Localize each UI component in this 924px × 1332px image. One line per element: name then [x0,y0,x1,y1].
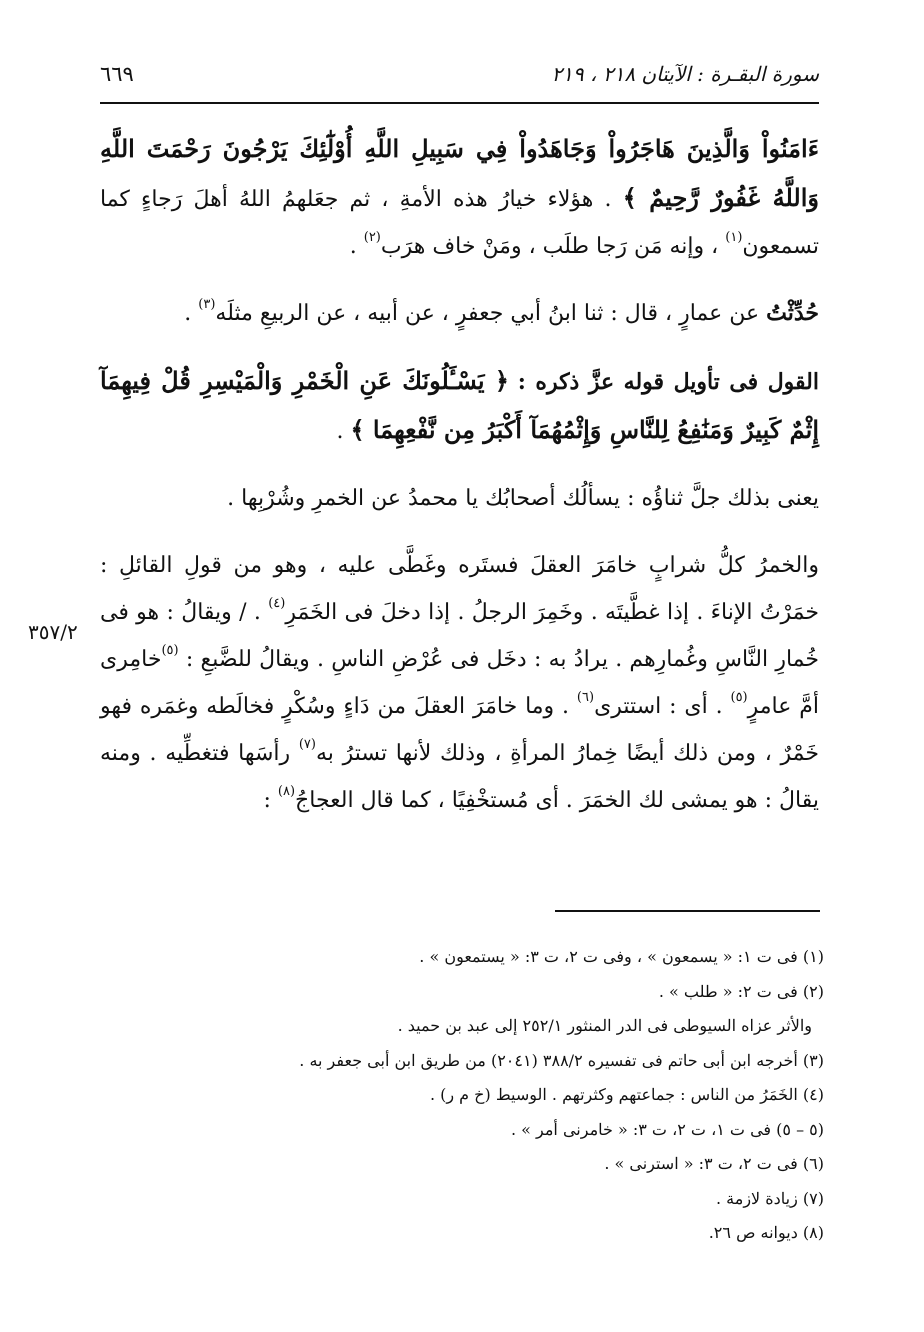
footnote: (٢) فى ت ٢: « طلب » . [658,981,824,1001]
footnote-marker: (٣) [198,297,216,312]
paragraph-text: . وما خامَرَ العقلَ من دَاءٍ وسُكْرٍ فخالَطه وغمَره فهو خَمْرٌ ، ومن ذلك أيضًا خِمارُ المرأةِ ، وذلك لأنها تسترُ به [100,694,819,766]
paragraph-5 [100,542,819,824]
header-rule [100,102,819,104]
main-text [100,125,819,824]
paragraph-text: . أى : استترى [594,694,723,719]
paragraph-text: عن عمارٍ ، قال : ثنا ابنُ أبي جعفرٍ ، عن أبيه ، عن الربيعِ مثلَه [215,301,760,326]
footnote-rule [555,910,820,912]
footnote-marker: (٦) [576,690,595,705]
running-header [100,60,819,96]
paragraph-text: والخمرُ كلُّ شرابٍ خامَرَ العقلَ فستَره وغَطَّى عليه ، وهو من قولِ القائلِ : خمَرْتُ الإناءَ . إذا غطَّيتَه . وخَمِرَ الرجلُ . إذا دخلَ فى الخَمَرِ [100,553,819,625]
footnote: (٨) ديوانه ص ٢٦. [708,1223,824,1242]
footnote-marker: (٥) [161,643,179,658]
paragraph-text: رأسَها فتغطِّيه . ومنه يقالُ : هو يمشى لك الخمَرَ . أى مُستخْفِيًا ، كما قال العجاجُ [100,741,819,813]
quran-verse: ءَامَنُواْ وَالَّذِينَ هَاجَرُواْ وَجَاهَدُواْ فِي سَبِيلِ اللَّهِ أُوْلَٰٓئِكَ يَرْجُونَ رَحْمَتَ اللَّهِ وَاللَّهُ غَفُورٌ رَّحِيمٌ ﴾ [100,134,819,212]
paragraph-end: . [349,234,357,259]
margin-reference: ٣٥٧/٢ [28,620,78,644]
paragraph-3 [100,357,819,455]
paragraph-text: خامِرى أمَّ عامرٍ [100,647,819,719]
footnotes [100,940,824,1251]
footnote-marker: (١) [725,230,743,245]
footnote: (٦) فى ت ٢، ت ٣: « استرنى » . [604,1154,824,1173]
footnote-marker: (٨) [277,784,296,799]
footnote-continuation: والأثر عزاه السيوطى فى الدر المنثور ٢٥٢/١ إلى عبد بن حميد . [397,1016,812,1035]
paragraph-text: يعنى بذلك جلَّ ثناؤُه : يسألُك أصحابُك يا محمدُ عن الخمرِ وشُرْبِها . [227,486,819,511]
paragraph-end: . [336,419,344,444]
footnote-marker: (٥) [730,690,748,705]
quran-verse: ﴿ يَسْـَٔلُونَكَ عَنِ الْخَمْرِ وَالْمَيْسِرِ قُلْ فِيهِمَآ إِثْمٌ كَبِيرٌ وَمَنَٰفِعُ لِلنَّاسِ وَإِثْمُهُمَآ أَكْبَرُ مِن نَّفْعِهِمَا ﴾ [100,366,819,444]
footnote: (١) فى ت ١: « يسمعون » ، وفى ت ٢، ت ٣: « يستمعون » . [419,947,824,966]
footnote: (٥ – ٥) فى ت ١، ت ٢، ت ٣: « خامرنى أمر » . [510,1119,824,1139]
paragraph-4 [100,475,819,522]
footnote-marker: (٧) [298,737,316,752]
paragraph-end: . [184,301,192,326]
paragraph-text: . هؤلاء خيارُ هذه الأمةِ ، ثم جعَلهمُ اللهُ أهلَ رَجاءٍ كما تسمعون [100,187,819,259]
footnote-marker: (٢) [363,230,381,245]
page-number: ٦٦٩ [100,62,134,86]
header-title: سورة البقـرة : الآيتان ٢١٨ ، ٢١٩ [551,62,819,86]
paragraph-end: : [263,788,271,813]
footnote: (٤) الخَمَرُ من الناس : جماعتهم وكثرتهم . الوسيط (خ م ر) . [429,1085,824,1104]
footnote: (٧) زيادة لازمة . [716,1188,824,1208]
paragraph-1 [100,125,819,270]
paragraph-lead: حُدِّثْتُ [766,300,819,326]
paragraph-text: ، وإنه مَن رَجا طلَب ، ومَنْ خاف هرَب [380,234,719,259]
footnote-marker: (٤) [268,596,286,611]
paragraph-2 [100,290,819,337]
footnote: (٣) أخرجه ابن أبى حاتم فى تفسيره ٣٨٨/٢ (٢٠٤١) من طريق ابن أبى جعفر به . [299,1050,824,1070]
paragraph-text: . / ويقالُ : هو فى خُمارِ النَّاسِ وغُمارِهم . يرادُ به : دخَل فى عُرْضِ الناسِ . ويقالُ للضَّبعِ : [100,600,819,672]
section-heading: القول فى تأويل قوله عزَّ ذكره : [517,369,819,395]
